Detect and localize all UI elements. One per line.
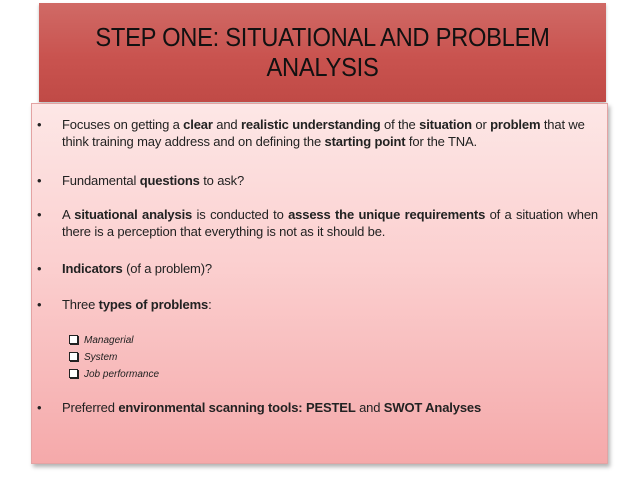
bullet-icon: • — [37, 117, 42, 132]
text-run: for the TNA. — [405, 134, 477, 149]
bold-text-run: types of problems — [98, 297, 209, 312]
text-run: to ask? — [199, 173, 245, 188]
bold-text-run: starting point — [324, 134, 406, 149]
text-run: or — [471, 117, 491, 132]
bullet-text — [62, 260, 598, 277]
bullet-text — [62, 206, 598, 240]
problem-type-label: Managerial — [84, 335, 134, 346]
bullet-text — [62, 116, 598, 150]
list-item — [69, 349, 369, 366]
list-item — [69, 332, 369, 349]
title-banner — [39, 3, 606, 102]
text-run: Fundamental — [62, 173, 140, 188]
text-run: Three — [62, 297, 99, 312]
bullet-icon: • — [37, 400, 42, 415]
text-run: and — [355, 400, 384, 415]
text-run: A — [62, 207, 75, 222]
bullet-text — [62, 172, 598, 189]
title-line-2: ANALYSIS — [266, 54, 379, 82]
title-line-1: STEP ONE: SITUATIONAL AND PROBLEM — [95, 24, 550, 52]
problem-type-label: Job performance — [84, 369, 160, 380]
text-run: and — [212, 117, 241, 132]
bullet-icon: • — [37, 173, 42, 188]
content-panel — [31, 103, 608, 464]
bullet-icon: • — [37, 207, 42, 222]
bullet-text — [62, 296, 598, 313]
bold-text-run: realistic understanding — [240, 117, 381, 132]
bold-text-run: Indicators — [62, 261, 123, 276]
checkbox-bullet-icon — [69, 335, 78, 344]
text-run: of a situation when there is a perception that everything is not as it should be. — [62, 207, 599, 239]
text-run: that we think training may address and on defining the — [62, 117, 585, 149]
text-run: Preferred — [62, 400, 119, 415]
bold-text-run: situation — [419, 117, 472, 132]
bullet-icon: • — [37, 261, 42, 276]
bold-text-run: problem — [490, 117, 541, 132]
text-run: Focuses on getting a — [62, 117, 184, 132]
text-run: (of a problem)? — [122, 261, 212, 276]
bold-text-run: environmental scanning tools: PESTEL — [118, 400, 356, 415]
bold-text-run: situational analysis — [74, 207, 193, 222]
bold-text-run: assess the unique requirements — [288, 207, 486, 222]
slide-title — [59, 23, 586, 83]
checkbox-bullet-icon — [69, 352, 78, 361]
bullet-icon: • — [37, 297, 42, 312]
bold-text-run: questions — [139, 173, 200, 188]
text-run: of the — [380, 117, 420, 132]
checkbox-bullet-icon — [69, 369, 78, 378]
bold-text-run: SWOT Analyses — [383, 400, 482, 415]
bold-text-run: clear — [183, 117, 213, 132]
text-run: : — [208, 297, 212, 312]
text-run: is conducted to — [192, 207, 289, 222]
bullet-text — [62, 399, 598, 416]
problem-types-list — [69, 332, 369, 383]
list-item — [69, 366, 369, 383]
problem-type-label: System — [84, 352, 118, 363]
